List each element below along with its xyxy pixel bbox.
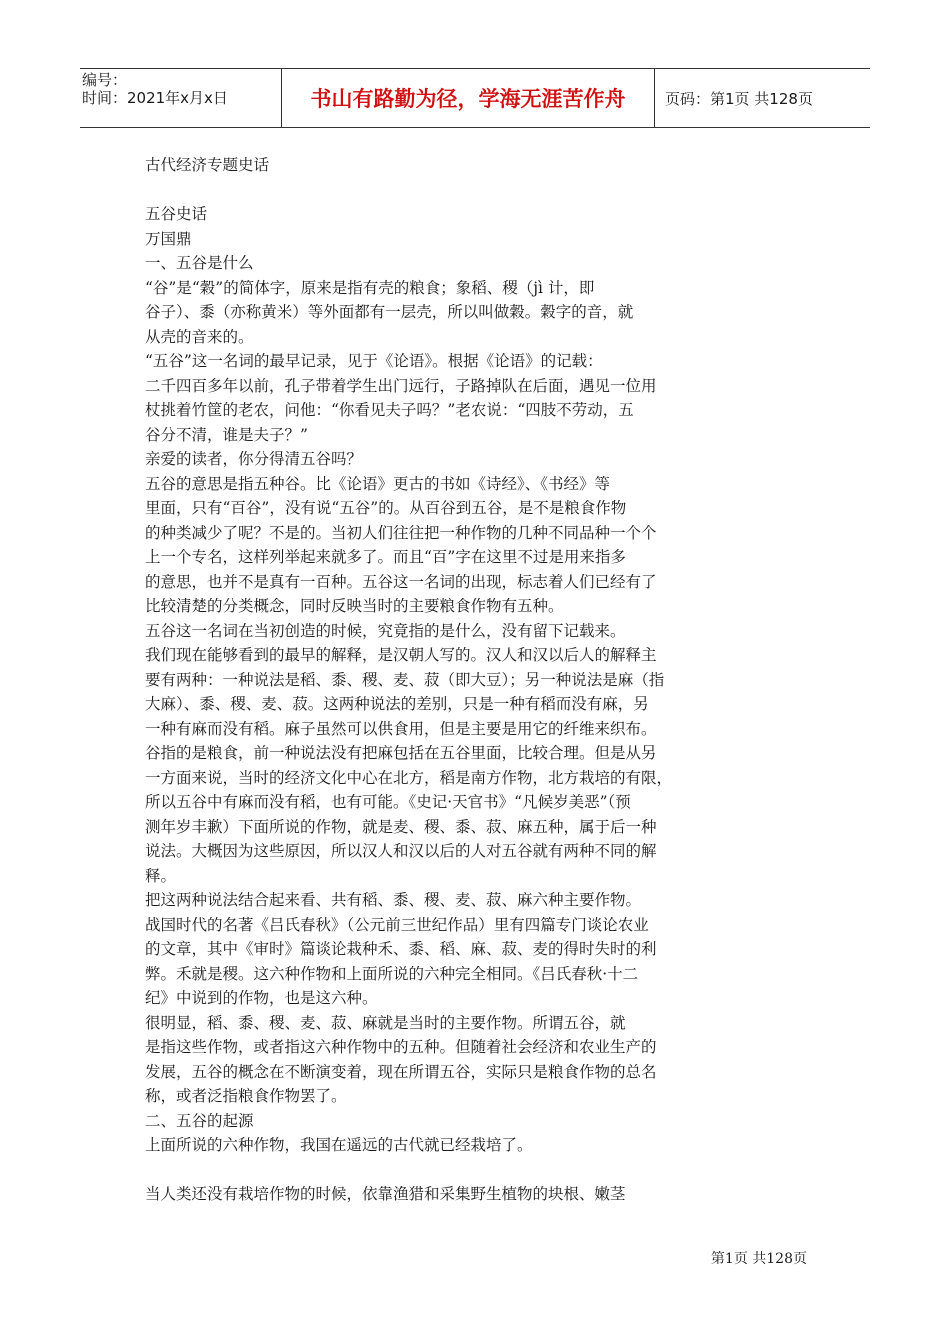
text-line: “谷”是“穀”的简体字，原来是指有壳的粮食；象稻、稷（jì 计，即: [145, 278, 595, 297]
text-line: 万国鼎: [145, 229, 192, 248]
text-line: 弊。禾就是稷。这六种作物和上面所说的六种完全相同。《吕氏春秋·十二: [145, 964, 639, 983]
text-line: 大麻）、黍、稷、麦、菽。这两种说法的差别，只是一种有稻而没有麻，另: [145, 695, 649, 713]
text-line: 很明显，稻、黍、稷、麦、菽、麻就是当时的主要作物。所谓五谷，就: [145, 1013, 626, 1032]
text-line: 要有两种：一种说法是稻、黍、稷、麦、菽（即大豆）；另一种说法是麻（指: [145, 670, 665, 689]
header-motto: 书山有路勤为径，学海无涯苦作舟: [282, 69, 655, 127]
text-line: “五谷”这一名词的最早记录，见于《论语》。根据《论语》的记载：: [145, 352, 603, 370]
text-line: 发展，五谷的概念在不断演变着，现在所谓五谷，实际只是粮食作物的总名: [145, 1062, 657, 1081]
header-page-number: 页码：第1页 共128页: [665, 89, 813, 108]
spacer: [145, 1158, 705, 1183]
text-line: 一、五谷是什么: [145, 254, 254, 272]
text-line: 一种有麻而没有稻。麻子虽然可以供食用，但是主要是用它的纤维来织布。: [145, 719, 657, 738]
header-meta: [80, 69, 282, 127]
header-time: 时间：2021年x月x日: [82, 89, 228, 107]
text-line: 上面所说的六种作物，我国在遥远的古代就已经栽培了。: [145, 1136, 533, 1154]
text-line: 比较清楚的分类概念，同时反映当时的主要粮食作物有五种。: [145, 597, 564, 615]
spacer: [145, 178, 705, 203]
text-line: 二千四百多年以前，孔子带着学生出门远行，子路掉队在后面，遇见一位用: [145, 376, 657, 395]
text-line: 一方面来说，当时的经济文化中心在北方，稻是南方作物，北方栽培的有限，: [145, 768, 673, 787]
text-line: 谷子）、黍（亦称黄米）等外面都有一层壳，所以叫做穀。穀字的音，就: [145, 303, 634, 321]
text-line: 的意思，也并不是真有一百种。五谷这一名词的出现，标志着人们已经有了: [145, 572, 657, 591]
document-body: [145, 153, 705, 1207]
text-line: 称，或者泛指粮食作物罢了。: [145, 1087, 347, 1105]
text-line: 把这两种说法结合起来看、共有稻、黍、稷、麦、菽、麻六种主要作物。: [145, 891, 642, 909]
text-line: 五谷史话: [145, 205, 208, 223]
text-line: 说法。大概因为这些原因，所以汉人和汉以后的人对五谷就有两种不同的解: [145, 842, 657, 860]
text-line: 纪》中说到的作物，也是这六种。: [145, 989, 378, 1007]
text-line: 亲爱的读者，你分得清五谷吗？: [145, 450, 363, 468]
text-line: 测年岁丰歉）下面所说的作物，就是麦、稷、黍、菽、麻五种，属于后一种: [145, 817, 657, 836]
text-line: 战国时代的名著《吕氏春秋》（公元前三世纪作品）里有四篇专门谈论农业: [145, 915, 649, 934]
text-line: 杖挑着竹筐的老农，问他：“你看见夫子吗？”老农说：“四肢不劳动，五: [145, 401, 634, 419]
text-line: 二、五谷的起源: [145, 1111, 254, 1130]
text-line: 从壳的音来的。: [145, 327, 254, 346]
document-title: 古代经济专题史话: [145, 156, 270, 174]
text-line: 的种类减少了呢？不是的。当初人们往往把一种作物的几种不同品种一个个: [145, 523, 657, 542]
text-line: 我们现在能够看到的最早的解释，是汉朝人写的。汉人和汉以后人的解释主: [145, 646, 657, 664]
text-line: 五谷这一名词在当初创造的时候，究竟指的是什么，没有留下记载来。: [145, 621, 626, 640]
page-footer: 第1页 共128页: [710, 1251, 807, 1267]
text-line: 五谷的意思是指五种谷。比《论语》更古的书如《诗经》、《书经》等: [145, 474, 611, 493]
text-line: 是指这些作物，或者指这六种作物中的五种。但随着社会经济和农业生产的: [145, 1038, 657, 1056]
text-line: 的文章，其中《审时》篇谈论栽种禾、黍、稻、麻、菽、麦的得时失时的利: [145, 940, 657, 958]
header-number: 编号：: [82, 71, 128, 89]
page-header: [80, 68, 870, 128]
text-line: 所以五谷中有麻而没有稻，也有可能。《史记·天官书》“凡候岁美恶”（预: [145, 793, 631, 811]
text-line: 谷分不清，谁是夫子？”: [145, 425, 308, 444]
text-line: 释。: [145, 866, 177, 885]
document-last-line: 当人类还没有栽培作物的时候，依靠渔猎和采集野生植物的块根、嫩茎: [145, 1185, 626, 1203]
document-paragraphs: [145, 202, 705, 1158]
text-line: 谷指的是粮食，前一种说法没有把麻包括在五谷里面，比较合理。但是从另: [145, 744, 657, 762]
text-line: 里面，只有“百谷”，没有说“五谷”的。从百谷到五谷，是不是粮食作物: [145, 499, 627, 517]
text-line: 上一个专名，这样列举起来就多了。而且“百”字在这里不过是用来指多: [145, 548, 626, 566]
